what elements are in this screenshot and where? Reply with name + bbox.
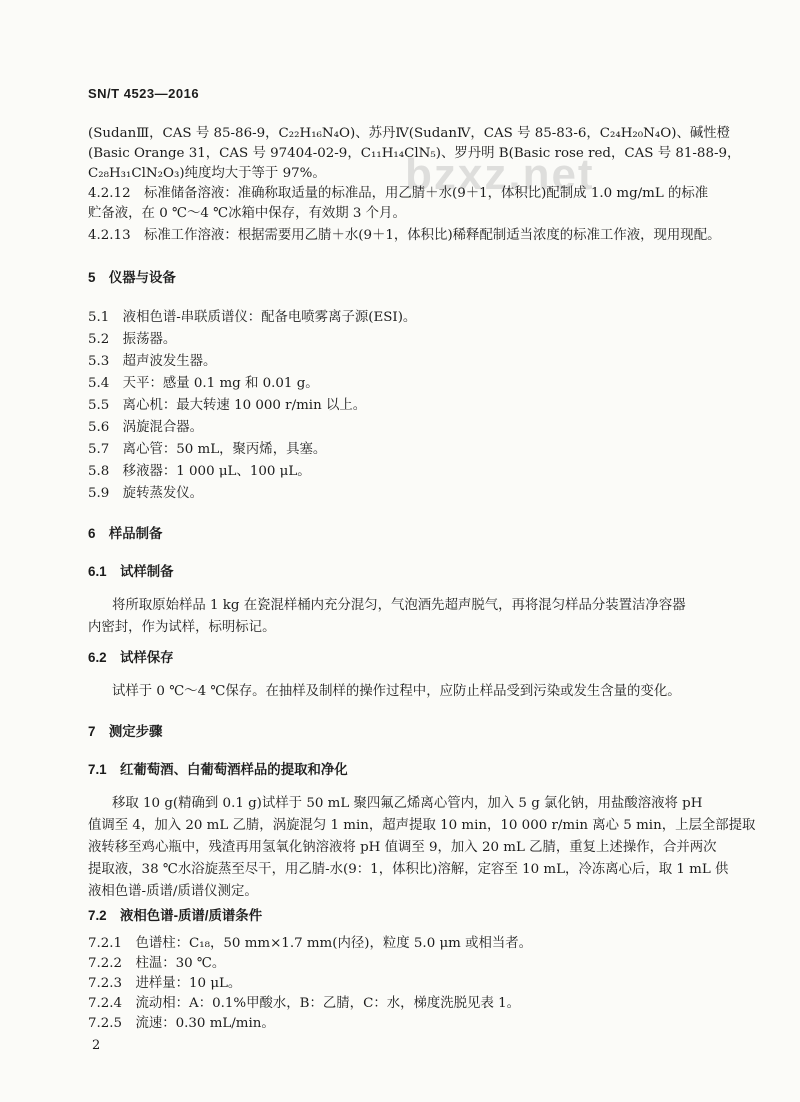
page-number: 2 [92,1038,101,1053]
section-6-heading: 6 样品制备 [88,526,163,541]
clause-7-2-2: 7.2.2 柱温：30 ℃。 [88,956,226,971]
clause-7-2-1: 7.2.1 色谱柱：C₁₈，50 mm×1.7 mm(内径)，粒度 5.0 μm 或相当者。 [88,936,533,951]
clause-4-2-13: 4.2.13 标准工作溶液：根据需要用乙腈＋水(9＋1，体积比)稀释配制适当浓度的标准工作液，现用现配。 [88,228,721,243]
section-7-heading: 7 测定步骤 [88,724,163,739]
clause-7-2-5: 7.2.5 流速：0.30 mL/min。 [88,1016,275,1031]
paragraph-line: 试样于 0 ℃～4 ℃保存。在抽样及制样的操作过程中，应防止样品受到污染或发生含量的变化。 [112,684,681,699]
text-line: 贮备液，在 0 ℃～4 ℃冰箱中保存，有效期 3 个月。 [88,206,406,221]
section-6-2-heading: 6.2 试样保存 [88,650,174,665]
section-6-1-heading: 6.1 试样制备 [88,564,174,579]
paragraph-line: 内密封，作为试样，标明标记。 [88,620,276,635]
text-line: (Basic Orange 31，CAS 号 97404-02-9，C₁₁H₁₄ClN₅)、罗丹明 B(Basic rose red，CAS 号 81-88-9， [88,146,741,161]
watermark: bzxz.net [405,150,595,199]
paragraph-line: 移取 10 g(精确到 0.1 g)试样于 50 mL 聚四氟乙烯离心管内，加入 5 g 氯化钠，用盐酸溶液将 pH [112,796,703,811]
clause-7-2-3: 7.2.3 进样量：10 μL。 [88,976,242,991]
paragraph-line: 液相色谱-质谱/质谱仪测定。 [88,884,258,899]
text-line: C₂₈H₃₁ClN₂O₃)纯度均大于等于 97%。 [88,166,326,181]
text-line: (SudanⅢ，CAS 号 85-86-9，C₂₂H₁₆N₄O)、苏丹Ⅳ(SudanⅣ，CAS 号 85-83-6，C₂₄H₂₀N₄O)、碱性橙 [88,126,731,141]
clause-5-3: 5.3 超声波发生器。 [88,354,217,369]
clause-5-7: 5.7 离心管：50 mL，聚丙烯，具塞。 [88,442,327,457]
section-7-2-heading: 7.2 液相色谱-质谱/质谱条件 [88,908,263,923]
clause-5-1: 5.1 液相色谱-串联质谱仪：配备电喷雾离子源(ESI)。 [88,310,417,325]
clause-5-6: 5.6 涡旋混合器。 [88,420,204,435]
clause-7-2-4: 7.2.4 流动相：A：0.1%甲酸水，B：乙腈，C：水，梯度洗脱见表 1。 [88,996,520,1011]
clause-5-8: 5.8 移液器：1 000 μL、100 μL。 [88,464,311,479]
section-5-heading: 5 仪器与设备 [88,270,176,285]
paragraph-line: 值调至 4，加入 20 mL 乙腈，涡旋混匀 1 min，超声提取 10 min，10 000 r/min 离心 5 min，上层全部提取 [88,818,756,833]
clause-4-2-12: 4.2.12 标准储备溶液：准确称取适量的标准品，用乙腈＋水(9＋1，体积比)配制成 1.0 mg/mL 的标准 [88,186,709,201]
paragraph-line: 液转移至鸡心瓶中，残渣再用氢氧化钠溶液将 pH 值调至 9，加入 20 mL 乙腈，重复上述操作，合并两次 [88,840,717,855]
paragraph-line: 将所取原始样品 1 kg 在瓷混样桶内充分混匀，气泡酒先超声脱气，再将混匀样品分装置洁净容器 [112,598,686,613]
standard-header: SN/T 4523—2016 [88,86,200,101]
clause-5-2: 5.2 振荡器。 [88,332,177,347]
clause-5-9: 5.9 旋转蒸发仪。 [88,486,204,501]
clause-5-4: 5.4 天平：感量 0.1 mg 和 0.01 g。 [88,376,319,391]
section-7-1-heading: 7.1 红葡萄酒、白葡萄酒样品的提取和净化 [88,762,348,777]
paragraph-line: 提取液，38 ℃水浴旋蒸至尽干，用乙腈-水(9：1，体积比)溶解，定容至 10 mL，冷冻离心后，取 1 mL 供 [88,862,729,877]
clause-5-5: 5.5 离心机：最大转速 10 000 r/min 以上。 [88,398,367,413]
